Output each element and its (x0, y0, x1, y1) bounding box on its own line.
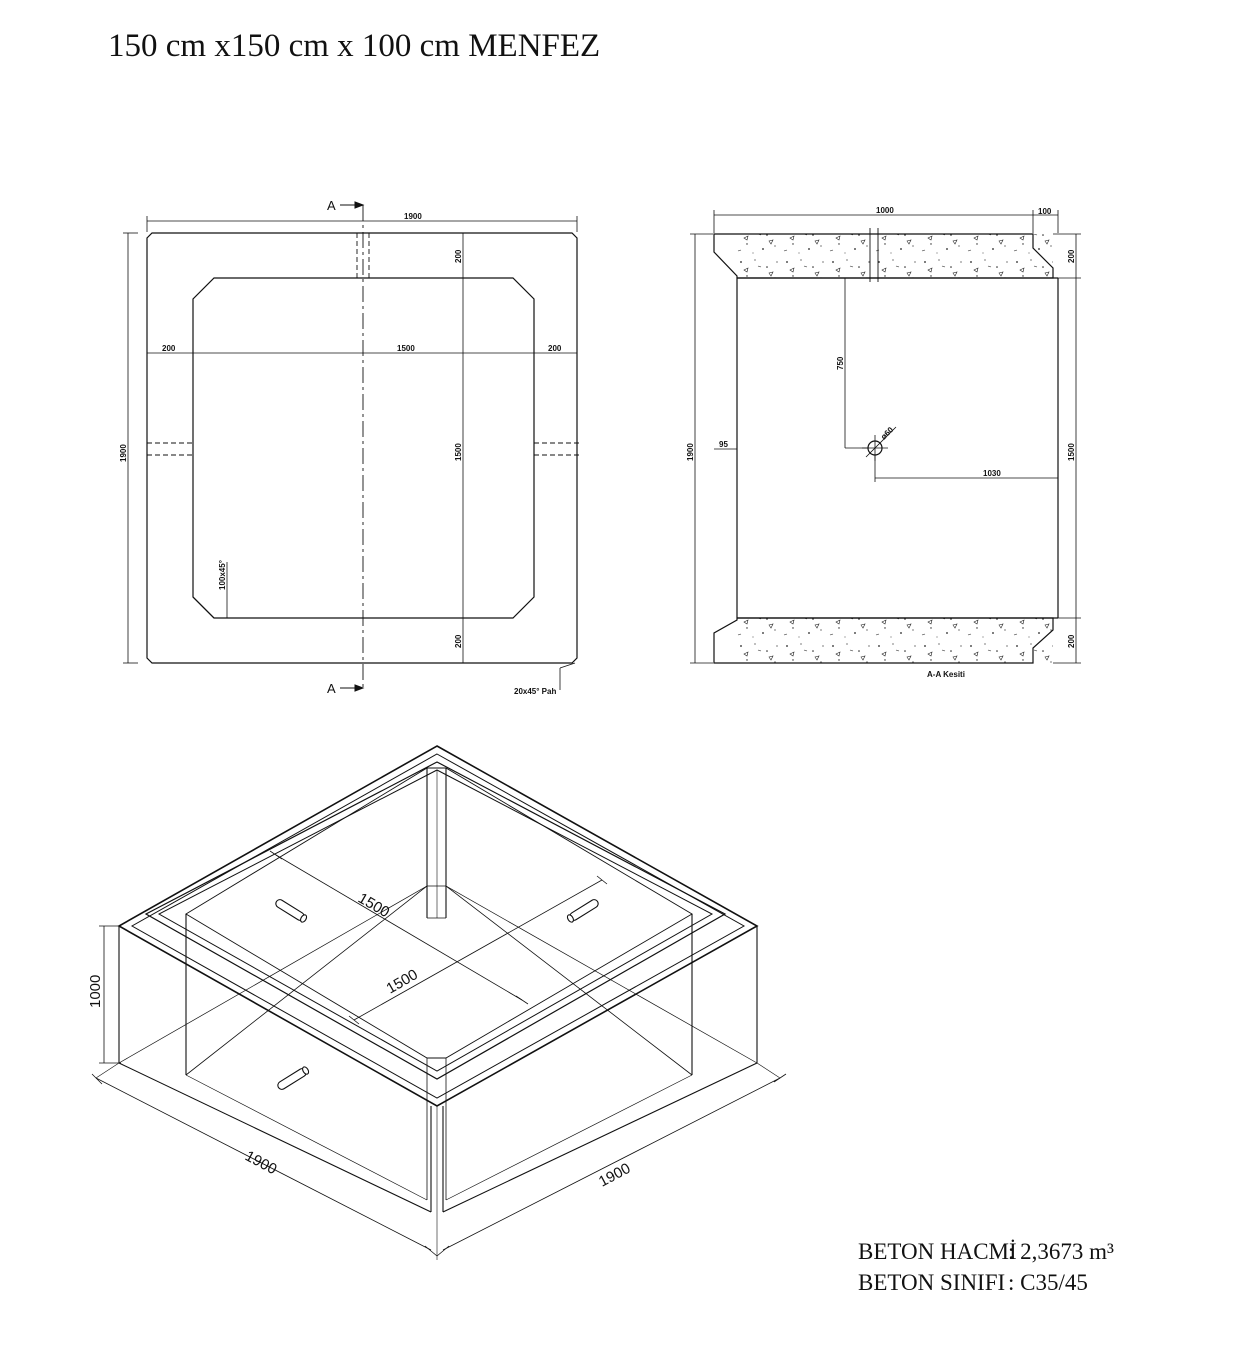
plan-dim-edge-chamfer: 20x45° Pah (514, 687, 557, 696)
lifting-pin-back-right (566, 898, 599, 923)
plan-dim-top-wall: 200 (454, 249, 463, 263)
iso-dim-height: 1000 (87, 974, 104, 1008)
section-dim-hole-offset: 1030 (983, 469, 1001, 478)
section-outline (714, 234, 1053, 663)
section-dim-hole-height: 750 (836, 356, 845, 370)
iso-outer-bottom-right (443, 1063, 757, 1212)
spec-class (858, 1267, 1114, 1298)
plan-outer-outline (147, 233, 577, 663)
section-dim-lip: 100 (1038, 207, 1052, 216)
spec-volume-value: : 2,3673 m³ (1008, 1239, 1114, 1264)
section-dim-top-slab: 200 (1067, 249, 1076, 263)
iso-inner-opening (186, 768, 692, 1058)
section-dim-overall-height: 1900 (686, 443, 695, 461)
iso-outer-rim-inner (132, 754, 744, 1098)
iso-lifting-pins (274, 898, 599, 1091)
plan-dim-opening-width: 1500 (397, 344, 415, 353)
plan-dim-overall-height: 1900 (119, 444, 128, 462)
iso-dimension-lines (92, 851, 786, 1260)
spec-volume-label: BETON HACMİ (858, 1239, 1017, 1264)
plan-view (123, 202, 580, 691)
plan-section-marker-bottom: A (327, 681, 336, 696)
plan-dim-left-wall: 200 (162, 344, 176, 353)
iso-lip-outer (146, 762, 725, 1079)
plan-dim-overall-width: 1900 (404, 212, 422, 221)
spec-volume (858, 1236, 1114, 1267)
spec-class-label: BETON SINIFI (858, 1270, 1006, 1295)
iso-labels (87, 890, 633, 1191)
section-label: A-A Kesiti (927, 670, 965, 679)
lifting-pin-front-left (276, 1066, 309, 1091)
iso-hidden-back-right (446, 886, 757, 1063)
iso-dim-base-left: 1900 (242, 1147, 280, 1179)
lifting-pin-back-left (274, 898, 307, 923)
plan-dim-right-wall: 200 (548, 344, 562, 353)
section-dim-bottom-slab: 200 (1067, 634, 1076, 648)
plan-corner-chamfer (193, 597, 214, 618)
iso-dim-base-right: 1900 (595, 1159, 634, 1191)
spec-class-value: : C35/45 (1008, 1270, 1088, 1295)
plan-dimension-lines (123, 216, 577, 690)
iso-dim-inner-a: 1500 (355, 889, 393, 922)
iso-dim-inner-b: 1500 (383, 966, 421, 998)
plan-dim-bottom-wall: 200 (454, 634, 463, 648)
iso-outer-bottom-left (119, 1063, 431, 1212)
iso-lip-inner (159, 770, 712, 1071)
section-bottom-slab (737, 618, 1053, 663)
plan-labels (119, 198, 562, 696)
plan-inner-opening (193, 278, 534, 618)
section-dim-wall-left: 95 (719, 440, 728, 449)
plan-dim-opening-height: 1500 (454, 443, 463, 461)
plan-lifting-holes (147, 233, 580, 455)
section-top-slab (737, 234, 1053, 278)
isometric-view (92, 746, 786, 1260)
section-dim-inner-height: 1500 (1067, 443, 1076, 461)
section-dim-length: 1000 (876, 206, 894, 215)
plan-dim-corner-chamfer: 100x45° (218, 560, 227, 590)
concrete-specs (858, 1236, 1114, 1298)
drawing-title: 150 cm x150 cm x 100 cm MENFEZ (108, 28, 601, 64)
plan-section-marker-top: A (327, 198, 336, 213)
section-dim-hole-dia: ø60 (879, 425, 896, 442)
